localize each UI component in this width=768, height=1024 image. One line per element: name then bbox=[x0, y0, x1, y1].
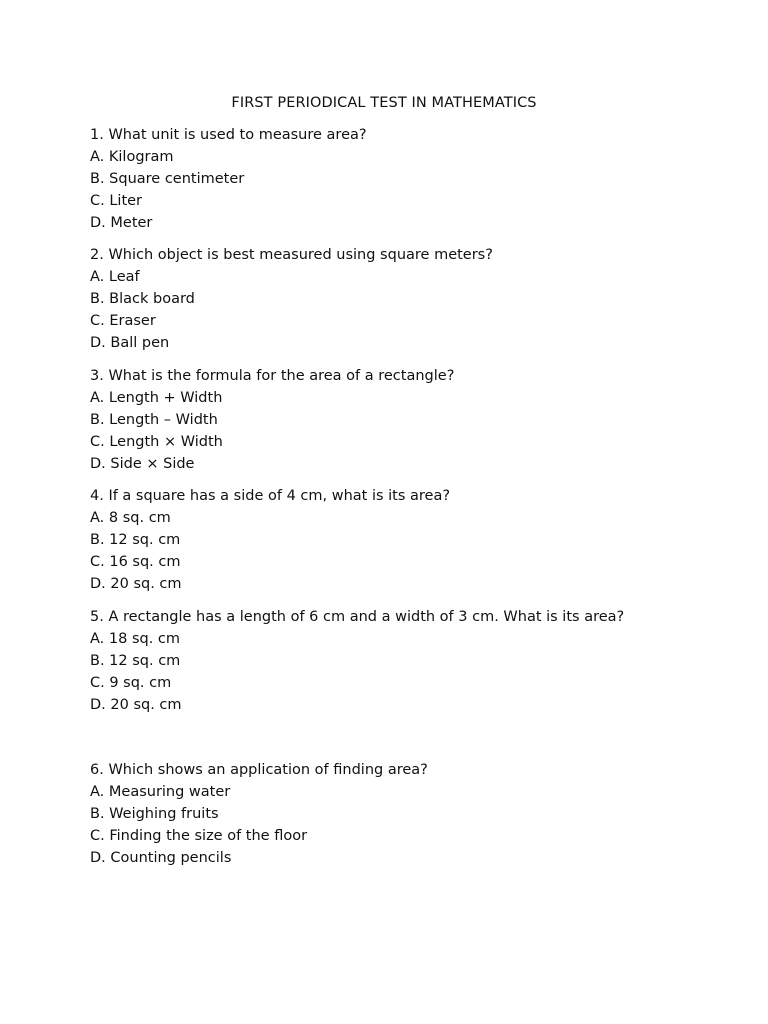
answer-option-d: D. Counting pencils bbox=[90, 850, 232, 866]
answer-option-a: A. Length + Width bbox=[90, 390, 223, 406]
answer-option-d: D. Side × Side bbox=[90, 456, 195, 472]
question-4 bbox=[90, 485, 730, 595]
answer-option-d: D. 20 sq. cm bbox=[90, 576, 182, 592]
question-text: 1. What unit is used to measure area? bbox=[90, 127, 367, 143]
answer-option-c: C. Liter bbox=[90, 193, 143, 209]
answer-option-a: A. 18 sq. cm bbox=[90, 631, 181, 647]
question-text: 2. Which object is best measured using square meters? bbox=[90, 247, 493, 263]
answer-option-c: C. Eraser bbox=[90, 313, 156, 329]
answer-option-d: D. 20 sq. cm bbox=[90, 697, 182, 713]
answer-option-b: B. 12 sq. cm bbox=[90, 532, 181, 548]
question-1 bbox=[90, 124, 730, 234]
question-text: 6. Which shows an application of finding area? bbox=[90, 762, 428, 778]
question-2 bbox=[90, 244, 730, 354]
answer-option-d: D. Ball pen bbox=[90, 335, 170, 351]
answer-option-a: A. Kilogram bbox=[90, 149, 174, 165]
answer-option-b: B. Length – Width bbox=[90, 412, 218, 428]
answer-option-b: B. Black board bbox=[90, 291, 195, 307]
question-3 bbox=[90, 365, 730, 475]
answer-option-d: D. Meter bbox=[90, 215, 153, 231]
answer-option-b: B. 12 sq. cm bbox=[90, 653, 181, 669]
answer-option-a: A. Leaf bbox=[90, 269, 140, 285]
question-text: 4. If a square has a side of 4 cm, what is its area? bbox=[90, 488, 451, 504]
answer-option-c: C. 16 sq. cm bbox=[90, 554, 181, 570]
answer-option-c: C. Length × Width bbox=[90, 434, 223, 450]
answer-option-b: B. Weighing fruits bbox=[90, 806, 219, 822]
answer-option-a: A. Measuring water bbox=[90, 784, 231, 800]
answer-option-b: B. Square centimeter bbox=[90, 171, 245, 187]
question-5 bbox=[90, 606, 730, 716]
question-text: 5. A rectangle has a length of 6 cm and a width of 3 cm. What is its area? bbox=[90, 609, 625, 625]
page-title: FIRST PERIODICAL TEST IN MATHEMATICS bbox=[231, 95, 537, 111]
question-6 bbox=[90, 759, 730, 869]
answer-option-c: C. 9 sq. cm bbox=[90, 675, 172, 691]
answer-option-a: A. 8 sq. cm bbox=[90, 510, 171, 526]
question-text: 3. What is the formula for the area of a rectangle? bbox=[90, 368, 455, 384]
answer-option-c: C. Finding the size of the floor bbox=[90, 828, 308, 844]
